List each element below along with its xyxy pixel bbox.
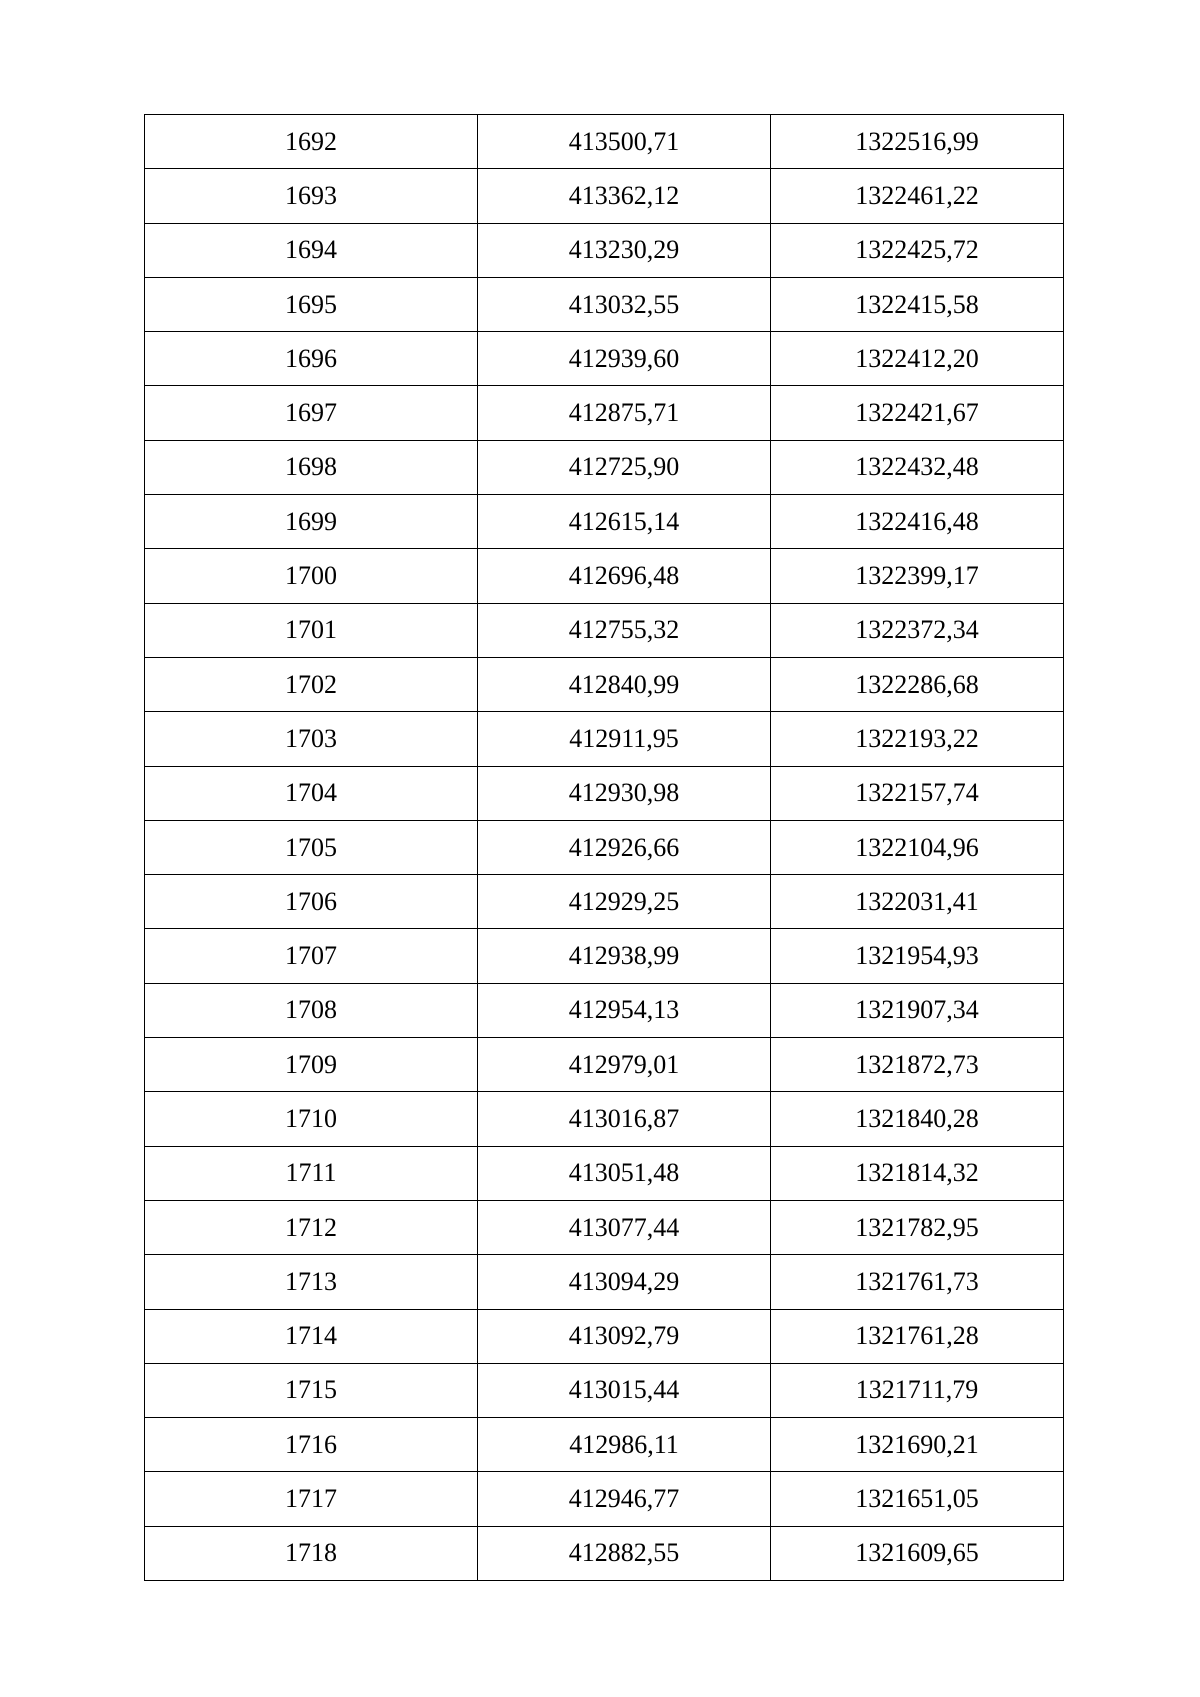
- x-coordinate-cell: 412725,90: [478, 440, 771, 494]
- table-row: [145, 875, 1064, 929]
- x-coordinate-cell: 413077,44: [478, 1200, 771, 1254]
- point-number-cell: 1696: [145, 332, 478, 386]
- point-number-cell: 1715: [145, 1363, 478, 1417]
- table-row: [145, 712, 1064, 766]
- point-number-cell: 1709: [145, 1038, 478, 1092]
- y-coordinate-cell: 1322286,68: [771, 657, 1064, 711]
- x-coordinate-cell: 412696,48: [478, 549, 771, 603]
- point-number-cell: 1708: [145, 983, 478, 1037]
- y-coordinate-cell: 1321609,65: [771, 1526, 1064, 1580]
- point-number-cell: 1694: [145, 223, 478, 277]
- x-coordinate-cell: 412926,66: [478, 820, 771, 874]
- x-coordinate-cell: 413094,29: [478, 1255, 771, 1309]
- y-coordinate-cell: 1321690,21: [771, 1418, 1064, 1472]
- y-coordinate-cell: 1322372,34: [771, 603, 1064, 657]
- y-coordinate-cell: 1322416,48: [771, 495, 1064, 549]
- x-coordinate-cell: 412938,99: [478, 929, 771, 983]
- table-row: [145, 1200, 1064, 1254]
- y-coordinate-cell: 1322425,72: [771, 223, 1064, 277]
- point-number-cell: 1697: [145, 386, 478, 440]
- table-row: [145, 223, 1064, 277]
- y-coordinate-cell: 1322031,41: [771, 875, 1064, 929]
- y-coordinate-cell: 1322193,22: [771, 712, 1064, 766]
- x-coordinate-cell: 413051,48: [478, 1146, 771, 1200]
- x-coordinate-cell: 413362,12: [478, 169, 771, 223]
- point-number-cell: 1704: [145, 766, 478, 820]
- table-row: [145, 115, 1064, 169]
- y-coordinate-cell: 1322399,17: [771, 549, 1064, 603]
- x-coordinate-cell: 413016,87: [478, 1092, 771, 1146]
- y-coordinate-cell: 1322461,22: [771, 169, 1064, 223]
- x-coordinate-cell: 412875,71: [478, 386, 771, 440]
- point-number-cell: 1717: [145, 1472, 478, 1526]
- point-number-cell: 1710: [145, 1092, 478, 1146]
- point-number-cell: 1702: [145, 657, 478, 711]
- y-coordinate-cell: 1321782,95: [771, 1200, 1064, 1254]
- table-row: [145, 386, 1064, 440]
- table-row: [145, 1418, 1064, 1472]
- x-coordinate-cell: 412954,13: [478, 983, 771, 1037]
- table-row: [145, 1309, 1064, 1363]
- x-coordinate-cell: 412615,14: [478, 495, 771, 549]
- y-coordinate-cell: 1322421,67: [771, 386, 1064, 440]
- y-coordinate-cell: 1322415,58: [771, 277, 1064, 331]
- x-coordinate-cell: 412929,25: [478, 875, 771, 929]
- x-coordinate-cell: 413092,79: [478, 1309, 771, 1363]
- y-coordinate-cell: 1322432,48: [771, 440, 1064, 494]
- table-row: [145, 169, 1064, 223]
- point-number-cell: 1712: [145, 1200, 478, 1254]
- table-row: [145, 440, 1064, 494]
- table-row: [145, 603, 1064, 657]
- y-coordinate-cell: 1321651,05: [771, 1472, 1064, 1526]
- x-coordinate-cell: 412930,98: [478, 766, 771, 820]
- point-number-cell: 1703: [145, 712, 478, 766]
- table-row: [145, 766, 1064, 820]
- y-coordinate-cell: 1322157,74: [771, 766, 1064, 820]
- x-coordinate-cell: 412939,60: [478, 332, 771, 386]
- table-row: [145, 820, 1064, 874]
- point-number-cell: 1693: [145, 169, 478, 223]
- point-number-cell: 1706: [145, 875, 478, 929]
- x-coordinate-cell: 412986,11: [478, 1418, 771, 1472]
- coordinates-table-body: [145, 115, 1064, 1581]
- point-number-cell: 1700: [145, 549, 478, 603]
- y-coordinate-cell: 1321954,93: [771, 929, 1064, 983]
- point-number-cell: 1692: [145, 115, 478, 169]
- y-coordinate-cell: 1321840,28: [771, 1092, 1064, 1146]
- table-row: [145, 277, 1064, 331]
- coordinates-table: [144, 114, 1064, 1581]
- y-coordinate-cell: 1321711,79: [771, 1363, 1064, 1417]
- point-number-cell: 1711: [145, 1146, 478, 1200]
- x-coordinate-cell: 412840,99: [478, 657, 771, 711]
- point-number-cell: 1698: [145, 440, 478, 494]
- table-row: [145, 1472, 1064, 1526]
- x-coordinate-cell: 413500,71: [478, 115, 771, 169]
- x-coordinate-cell: 412946,77: [478, 1472, 771, 1526]
- point-number-cell: 1707: [145, 929, 478, 983]
- table-row: [145, 1363, 1064, 1417]
- table-row: [145, 929, 1064, 983]
- table-row: [145, 549, 1064, 603]
- x-coordinate-cell: 413015,44: [478, 1363, 771, 1417]
- table-row: [145, 657, 1064, 711]
- point-number-cell: 1705: [145, 820, 478, 874]
- y-coordinate-cell: 1322104,96: [771, 820, 1064, 874]
- y-coordinate-cell: 1322516,99: [771, 115, 1064, 169]
- point-number-cell: 1699: [145, 495, 478, 549]
- point-number-cell: 1716: [145, 1418, 478, 1472]
- y-coordinate-cell: 1321814,32: [771, 1146, 1064, 1200]
- x-coordinate-cell: 412911,95: [478, 712, 771, 766]
- point-number-cell: 1695: [145, 277, 478, 331]
- y-coordinate-cell: 1321907,34: [771, 983, 1064, 1037]
- x-coordinate-cell: 413230,29: [478, 223, 771, 277]
- point-number-cell: 1701: [145, 603, 478, 657]
- y-coordinate-cell: 1321872,73: [771, 1038, 1064, 1092]
- table-row: [145, 1038, 1064, 1092]
- y-coordinate-cell: 1321761,73: [771, 1255, 1064, 1309]
- point-number-cell: 1718: [145, 1526, 478, 1580]
- table-row: [145, 332, 1064, 386]
- x-coordinate-cell: 413032,55: [478, 277, 771, 331]
- table-row: [145, 1255, 1064, 1309]
- table-row: [145, 1526, 1064, 1580]
- table-row: [145, 983, 1064, 1037]
- table-row: [145, 1146, 1064, 1200]
- point-number-cell: 1713: [145, 1255, 478, 1309]
- table-row: [145, 1092, 1064, 1146]
- point-number-cell: 1714: [145, 1309, 478, 1363]
- x-coordinate-cell: 412755,32: [478, 603, 771, 657]
- table-row: [145, 495, 1064, 549]
- x-coordinate-cell: 412882,55: [478, 1526, 771, 1580]
- x-coordinate-cell: 412979,01: [478, 1038, 771, 1092]
- y-coordinate-cell: 1322412,20: [771, 332, 1064, 386]
- y-coordinate-cell: 1321761,28: [771, 1309, 1064, 1363]
